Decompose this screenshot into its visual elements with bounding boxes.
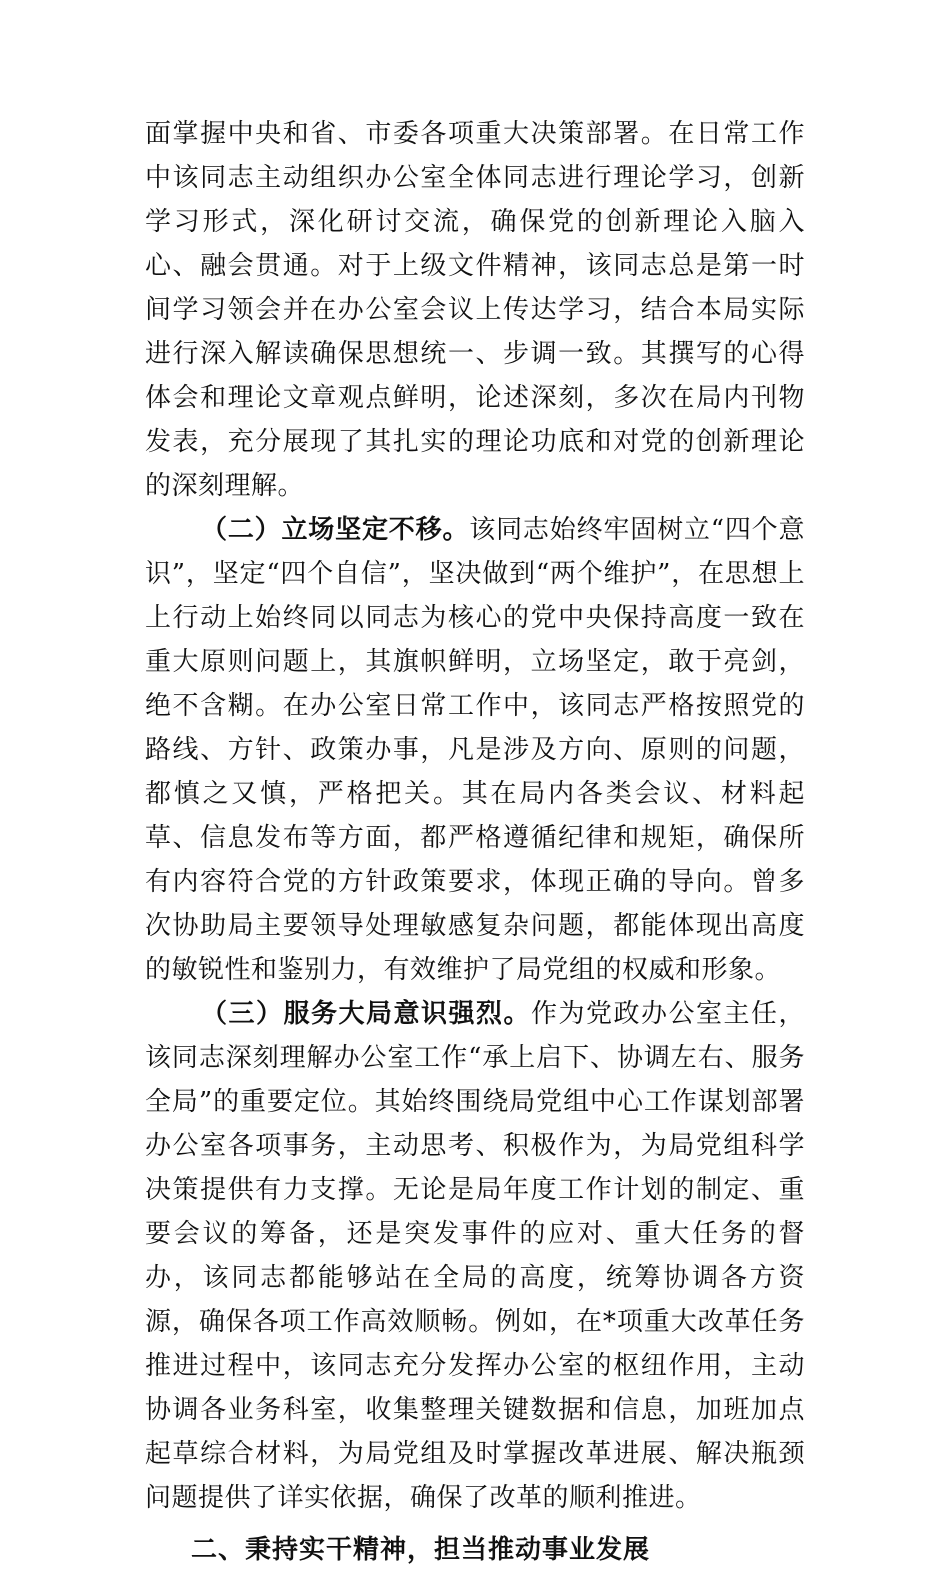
document-body (145, 112, 805, 1572)
paragraph-section-3 (145, 992, 805, 1520)
paragraph-intro (145, 112, 805, 508)
paragraph-section-2 (145, 508, 805, 992)
paragraph-intro-text: 面掌握中央和省、市委各项重大决策部署。在日常工作中该同志主动组织办公室全体同志进行理论学习，创新学习形式，深化研讨交流，确保党的创新理论入脑入心、融会贯通。对于上级文件精神，该同志总是第一时间学习领会并在办公室会议上传达学习，结合本局实际进行深入解读确保思想统一、步调一致。其撰写的心得体会和理论文章观点鲜明，论述深刻，多次在局内刊物发表，充分展现了其扎实的理论功底和对党的创新理论的深刻理解。 (145, 119, 805, 501)
section-2-body: 该同志始终牢固树立“四个意识”，坚定“四个自信”，坚决做到“两个维护”，在思想上上行动上始终同以同志为核心的党中央保持高度一致在重大原则问题上，其旗帜鲜明，立场坚定，敢于亮剑，绝不含糊。在办公室日常工作中，该同志严格按照党的路线、方针、政策办事，凡是涉及方向、原则的问题，都慎之又慎，严格把关。其在局内各类会议、材料起草、信息发布等方面，都严格遵循纪律和规矩，确保所有内容符合党的方针政策要求，体现正确的导向。曾多次协助局主要领导处理敏感复杂问题，都能体现出高度的敏锐性和鉴别力，有效维护了局党组的权威和形象。 (145, 515, 805, 985)
section-2-heading: （二）立场坚定不移。 (201, 515, 470, 545)
section-3-heading: （三）服务大局意识强烈。 (201, 999, 531, 1029)
part-two-heading: 二、秉持实干精神，担当推动事业发展 (191, 1535, 651, 1565)
section-3-body: 作为党政办公室主任，该同志深刻理解办公室工作“承上启下、协调左右、服务全局”的重要定位。其始终围绕局党组中心工作谋划部署办公室各项事务，主动思考、积极作为，为局党组科学决策提供有力支撑。无论是局年度工作计划的制定、重要会议的筹备，还是突发事件的应对、重大任务的督办，该同志都能够站在全局的高度，统筹协调各方资源，确保各项工作高效顺畅。例如，在*项重大改革任务推进过程中，该同志充分发挥办公室的枢纽作用，主动协调各业务科室，收集整理关键数据和信息，加班加点起草综合材料，为局党组及时掌握改革进展、解决瓶颈问题提供了详实依据，确保了改革的顺利推进。 (145, 999, 805, 1513)
